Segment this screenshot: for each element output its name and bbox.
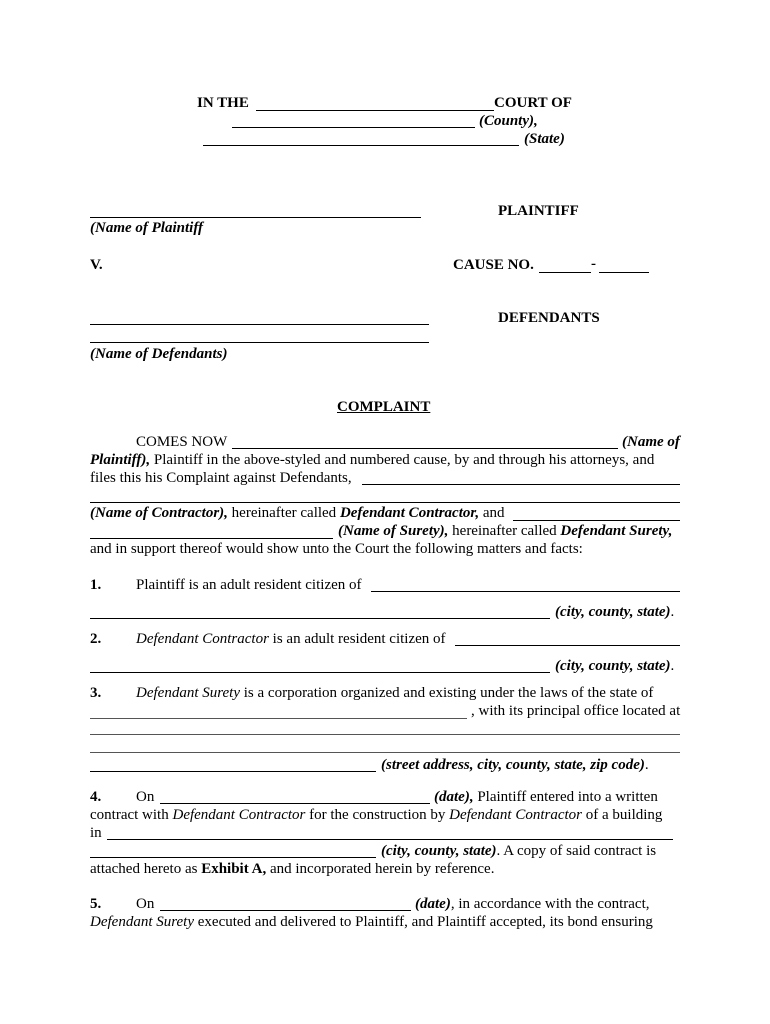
- cause-no-dash: -: [591, 256, 596, 272]
- p5-date-line[interactable]: [160, 910, 411, 911]
- intro-line-3: files this his Complaint against Defendants,: [90, 470, 352, 486]
- p2-city-county-state: (city, county, state): [555, 658, 671, 674]
- support-line: and in support thereof would show unto the Court the following matters and facts:: [90, 541, 583, 557]
- p1-suffix: [555, 603, 674, 621]
- name-of-defendants-label: (Name of Defendants): [90, 346, 228, 362]
- state-line[interactable]: [203, 145, 519, 146]
- plaintiff-name-line[interactable]: [90, 217, 421, 218]
- intro-line-2-text: Plaintiff in the above-styled and numbered cause, by and through his attorneys, and: [150, 452, 655, 468]
- name-of-surety-label: (Name of Surety),: [338, 523, 449, 539]
- hereinafter-text-2: hereinafter called: [448, 523, 561, 539]
- p2-party: Defendant Contractor: [136, 631, 269, 647]
- p4-date-label: (date),: [434, 789, 474, 805]
- p2-number: 2.: [90, 631, 102, 647]
- p1-city-county-state: (city, county, state): [555, 604, 671, 620]
- p4-line2-c: of a building: [582, 807, 663, 823]
- name-of-contractor-label: (Name of Contractor),: [90, 505, 228, 521]
- p5-line2: [90, 913, 653, 931]
- p5-date-label: (date): [415, 896, 451, 912]
- p3-suffix: [381, 756, 649, 774]
- p5-line1-text: , in accordance with the contract,: [450, 896, 650, 912]
- p3-line2: , with its principal office located at: [471, 703, 681, 719]
- plaintiff-name-fill-line[interactable]: [232, 448, 618, 449]
- p3-party: Defendant Surety: [136, 685, 240, 701]
- p4-line2-b: for the construction by: [305, 807, 450, 823]
- county-line[interactable]: [232, 127, 475, 128]
- defendants-fill-line-2[interactable]: [90, 502, 680, 503]
- p4-number: 4.: [90, 789, 102, 805]
- p4-exhibit: Exhibit A,: [201, 861, 267, 877]
- defendant-surety-label: Defendant Surety,: [560, 523, 673, 539]
- p4-in: in: [90, 825, 102, 841]
- p4-city-line[interactable]: [90, 857, 376, 858]
- p1-number: 1.: [90, 577, 102, 593]
- p3-address-line-3[interactable]: [90, 771, 376, 772]
- versus-label: V.: [90, 257, 103, 273]
- p3-body: is a corporation organized and existing under the laws of the state of: [240, 685, 654, 701]
- p4-city-label: (city, county, state): [381, 843, 497, 859]
- p3-address-line-1[interactable]: [90, 734, 680, 735]
- p5-on: On: [136, 896, 155, 912]
- p4-party2: Defendant Contractor: [449, 807, 583, 823]
- name-of-label: (Name of: [622, 434, 680, 450]
- p4-line4: [381, 842, 656, 860]
- p4-date-line[interactable]: [160, 803, 430, 804]
- defendants-fill-line-1[interactable]: [362, 484, 680, 485]
- p4-line4-text: . A copy of said contract is: [496, 843, 657, 859]
- p2-fill-line-1[interactable]: [455, 645, 680, 646]
- hereinafter-text: hereinafter called: [227, 505, 340, 521]
- p4-line2-a: contract with: [90, 807, 173, 823]
- cause-no-line-1[interactable]: [539, 272, 591, 273]
- plaintiff-label: Plaintiff),: [90, 452, 151, 468]
- p2-suffix: [555, 657, 674, 675]
- p5-number: 5.: [90, 896, 102, 912]
- intro-line-6: [338, 522, 672, 540]
- intro-line-5: [90, 504, 505, 522]
- p3-state-line[interactable]: [90, 718, 467, 719]
- p1-fill-line-1[interactable]: [371, 591, 680, 592]
- p2-period: .: [670, 658, 675, 674]
- defendants-heading: DEFENDANTS: [498, 310, 600, 326]
- surety-fill-line-2[interactable]: [90, 538, 333, 539]
- p1-text: Plaintiff is an adult resident citizen of: [136, 577, 362, 593]
- p4-line5-a: attached hereto as: [90, 861, 202, 877]
- p4-on: On: [136, 789, 155, 805]
- court-name-line[interactable]: [256, 110, 494, 111]
- p4-line1-text: Plaintiff entered into a written: [473, 789, 658, 805]
- name-of-plaintiff-label: (Name of Plaintiff: [90, 220, 204, 236]
- p3-text: [136, 684, 653, 702]
- and-text: and: [479, 505, 505, 521]
- p4-line2: [90, 806, 662, 824]
- defendant-contractor-label: Defendant Contractor,: [339, 505, 480, 521]
- court-of-label: COURT OF: [494, 95, 572, 111]
- p3-number: 3.: [90, 685, 102, 701]
- county-label: (County),: [479, 113, 538, 129]
- p4-line5-b: and incorporated herein by reference.: [266, 861, 495, 877]
- cause-no-line-2[interactable]: [599, 272, 649, 273]
- comes-now-text: COMES NOW: [136, 434, 228, 450]
- p4-line5: [90, 860, 494, 878]
- complaint-title: COMPLAINT: [337, 399, 431, 415]
- p4-building-line[interactable]: [107, 839, 673, 840]
- cause-no-label: CAUSE NO.: [453, 257, 534, 273]
- p1-period: .: [670, 604, 675, 620]
- p3-address-line-2[interactable]: [90, 752, 680, 753]
- plaintiff-heading: PLAINTIFF: [498, 203, 579, 219]
- defendant-name-line-2[interactable]: [90, 342, 429, 343]
- surety-fill-line-1[interactable]: [513, 520, 680, 521]
- p3-address-label: (street address, city, county, state, zip code): [381, 757, 645, 773]
- p2-text: [136, 630, 446, 648]
- p4-party1: Defendant Contractor: [172, 807, 306, 823]
- p5-line1: [415, 895, 649, 913]
- p5-party: Defendant Surety: [90, 914, 194, 930]
- p4-line1: [434, 788, 658, 806]
- in-the-label: IN THE: [197, 95, 249, 111]
- p1-fill-line-2[interactable]: [90, 618, 550, 619]
- p5-line2-text: executed and delivered to Plaintiff, and Plaintiff accepted, its bond ensuring: [194, 914, 653, 930]
- p2-fill-line-2[interactable]: [90, 672, 550, 673]
- state-label: (State): [524, 131, 565, 147]
- intro-line-2: [90, 451, 654, 469]
- p2-body: is an adult resident citizen of: [268, 631, 446, 647]
- p3-period: .: [644, 757, 649, 773]
- defendant-name-line-1[interactable]: [90, 324, 429, 325]
